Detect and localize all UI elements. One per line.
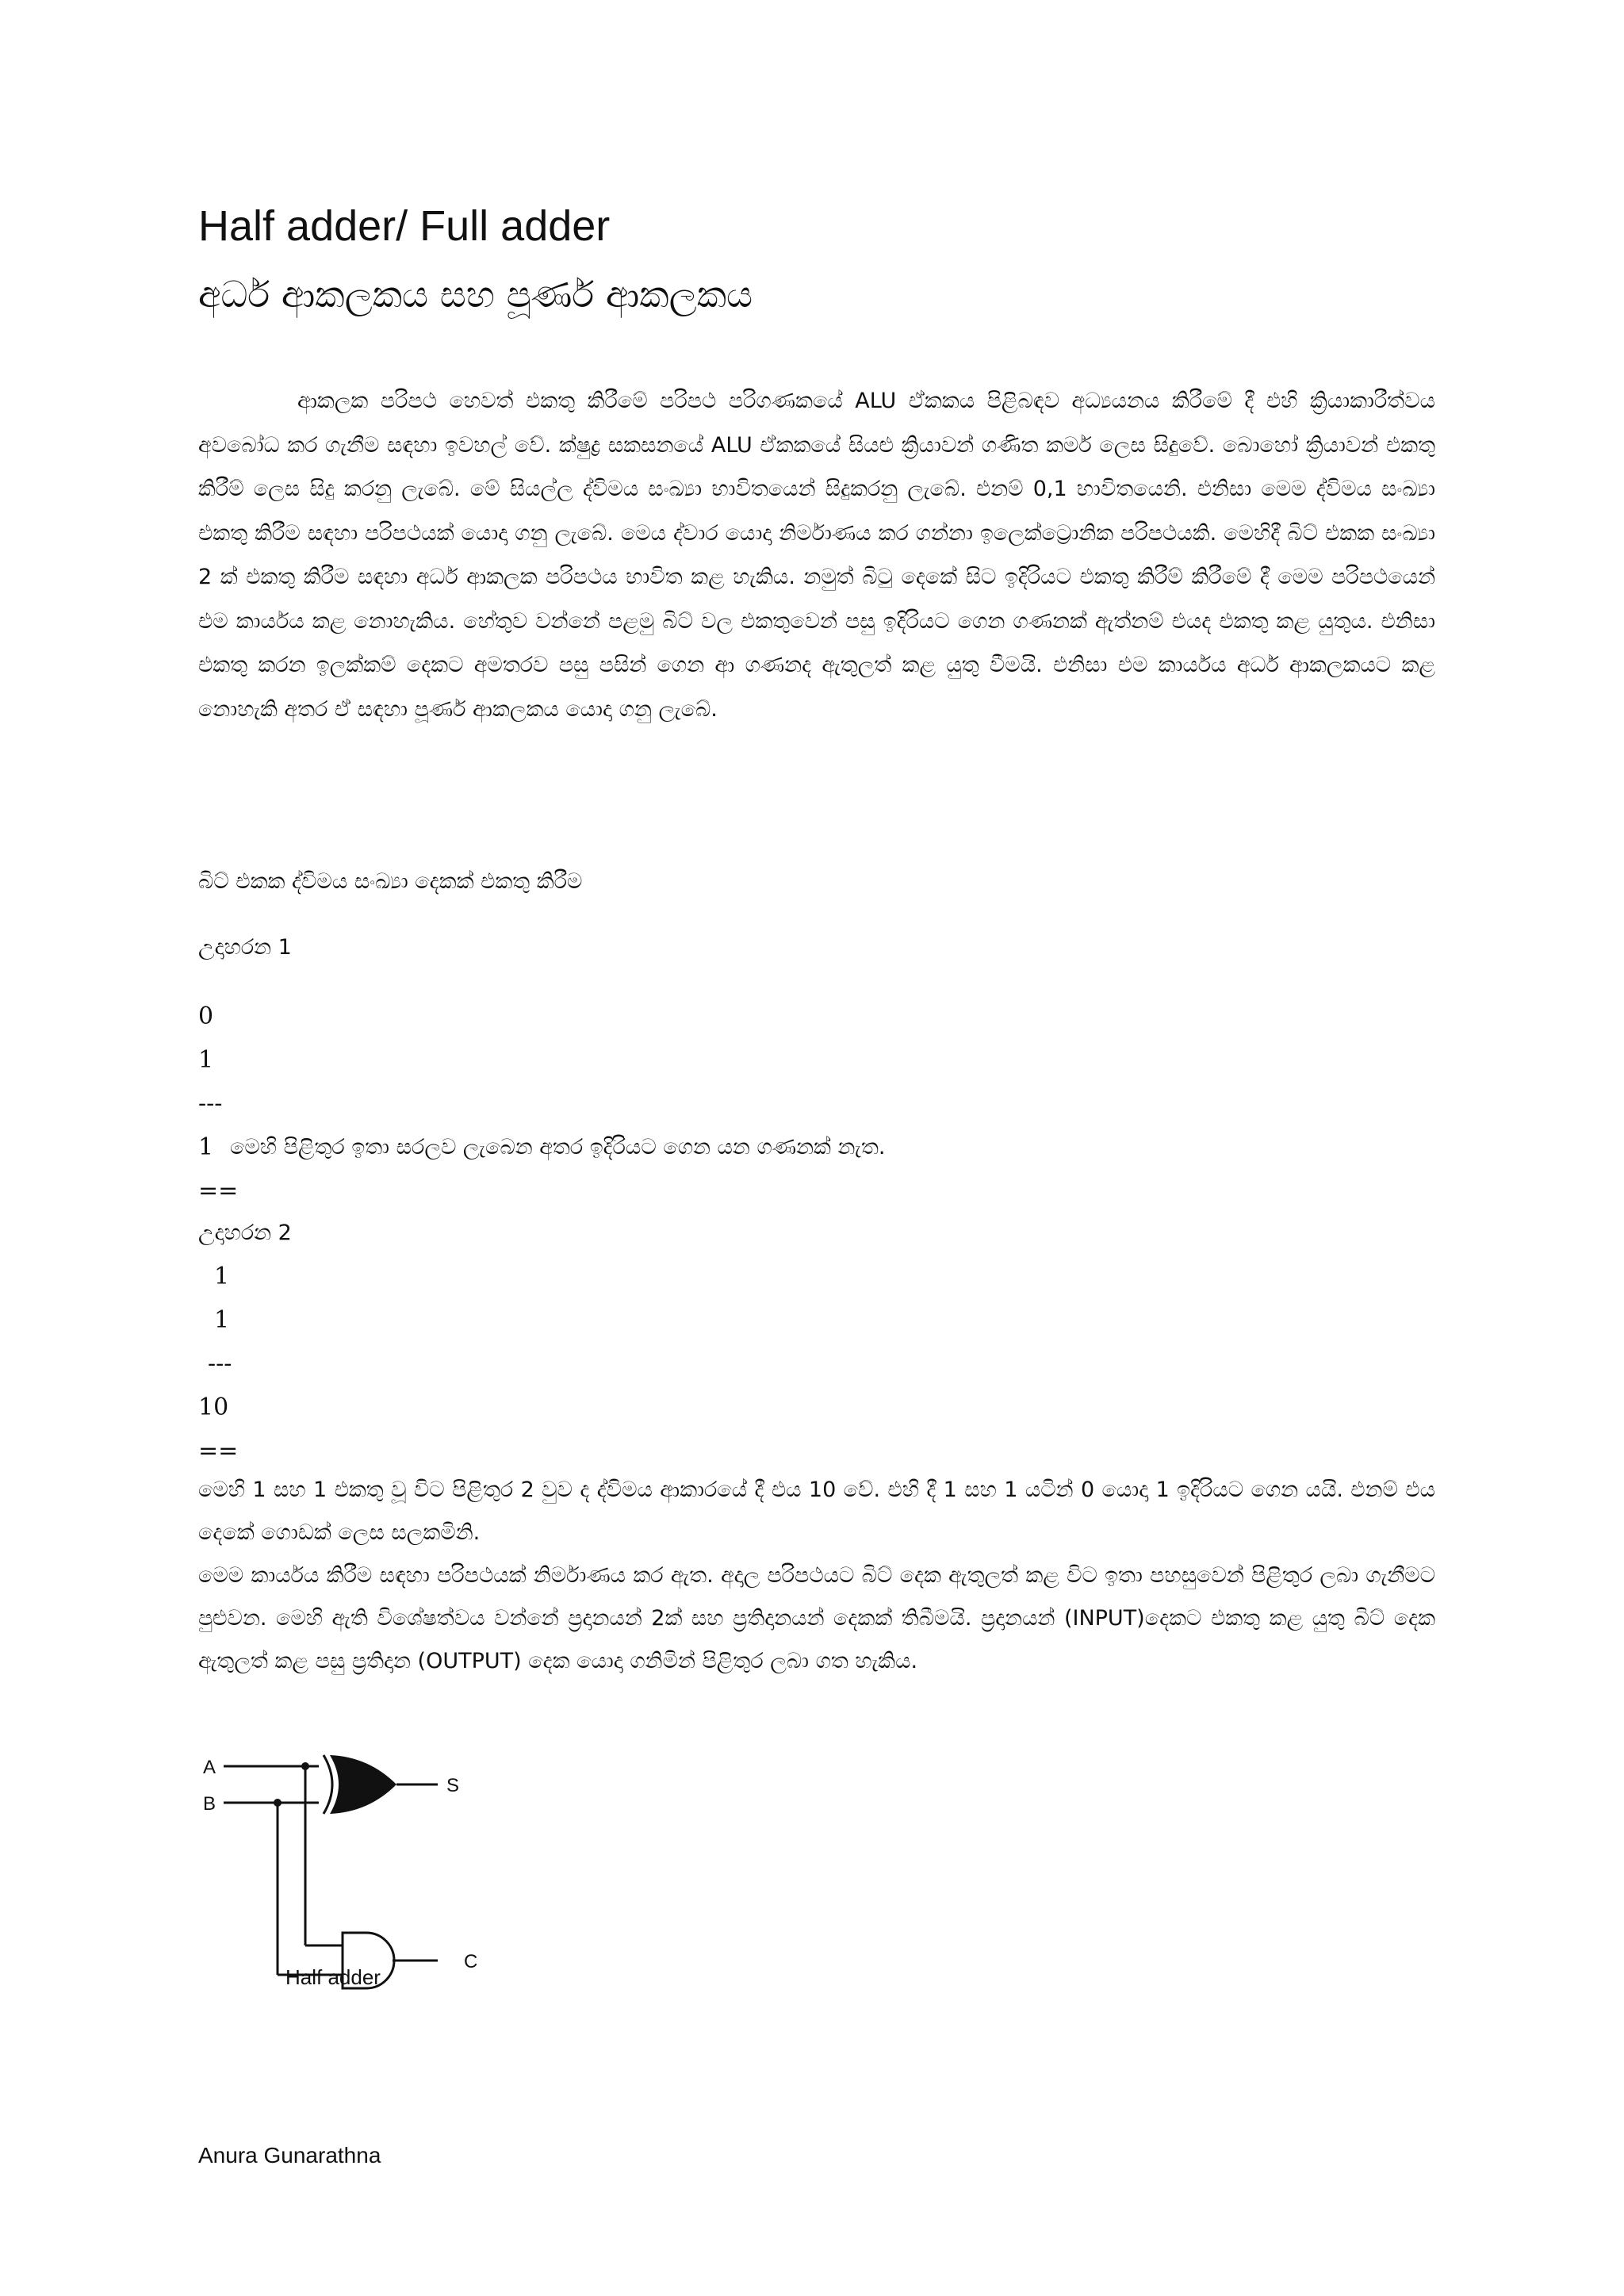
example1-label: උදාහරන 1 [198, 935, 292, 960]
example2-operand-1: 1 [214, 1263, 230, 1290]
example1-operand-1: 0 [198, 1002, 214, 1030]
example1-operand-2: 1 [198, 1046, 214, 1074]
label-output-s: S [446, 1775, 460, 1796]
label-input-b: B [203, 1793, 216, 1815]
explanation-paragraph-1: මෙහි 1 සහ 1 එකතු වූ විට පිළිතුර 2 වුව ද ද්විමය ආකාරයේ දී එය 10 වේ. එහි දී 1 සහ 1 යටින් 0 යොදා 1 ඉදිරියට ගෙන යයි. එනම් එය දෙකේ ගොඩක් ලෙස සලකමිනි. [198, 1478, 1435, 1545]
explanation-paragraph-2: මෙම කාර්යය කිරීම සඳහා පරිපථයක් නිර්මාණය කර ඇත. අදාල පරිපථයට බිට් දෙක ඇතුලත් කළ විට ඉතා පහසුවෙන් පිළිතුර ලබා ගැනීමට පුළුවන. මෙහි ඇති විශේෂත්වය වන්නේ ප්‍රදානයන් 2ක් සහ ප්‍රතිදානයන් දෙකක් තිබීමයි. ප්‍රදානයන් (INPUT)දෙකට එකතු කළ යුතු බිට් දෙක ඇතුලත් කළ පසු ප්‍රතිදාන (OUTPUT) දෙක යොදා ගනිමින් පිළිතුර ලබා ගත හැකිය. [198, 1563, 1435, 1673]
junction-b [274, 1799, 282, 1807]
example2-rule: --- [208, 1350, 232, 1378]
section-heading: බිට් එකක ද්විමය සංඛ්‍යා දෙකක් එකතු කිරීම [198, 869, 583, 894]
intro-paragraph: ආකලක පරිපථ හෙවත් එකතු කිරීමේ පරිපථ පරිගණකයේ ALU ඒකකය පිළිබඳව අධ්‍යයනය කිරීමේ දී එහි ක්‍රියාකාරීත්වය අවබෝධ කර ගැනීම සඳහා ඉවහල් වේ. ක්ෂුද්‍ර සකසනයේ ALU ඒකකයේ සියළු ක්‍රියාවන් ගණිත කර්ම ලෙස සිදුවේ. බොහෝ ක්‍රියාවන් එකතු කිරීම් ලෙස සිදු කරනු ලැබේ. මේ සියල්ල ද්විමය සංඛ්‍යා භාවිතයෙන් සිදුකරනු ලැබේ. එනම් 0,1 භාවිතයෙනි. එනිසා මෙම ද්විමය සංඛ්‍යා එකතු කිරීම සඳහා පරිපථයක් යොදා ගනු ලැබේ. මෙය ද්වාර යොදා නිර්මාණය කර ගන්නා ඉලෙක්ට්‍රොනික පරිපථයකි. මෙහිදී බිට් එකක සංඛ්‍යා 2 ක් එකතු කිරීම සඳහා අර්ධ ආකලක පරිපථය භාවිත කළ හැකිය. නමුත් බිටු දෙකේ සිට ඉදිරියට එකතු කිරීම් කිරීමේ දී මෙම පරිපථයෙන් එම කාර්යය කළ නොහැකිය. හේතුව වන්නේ පළමු බිට් වල එකතුවෙන් පසු ඉදිරියට ගෙන ගණනක් ඇත්නම් එයද එකතු කළ යුතුය. එනිසා එකතු කරන ඉලක්කම් දෙකට අමතරව පසු පසින් ගෙන ආ ගණනද ඇතුලත් කළ යුතු වීමයි. එනිසා එම කාර්යය අර්ධ ආකලකයට කළ නොහැකි අතර ඒ සඳහා පූර්ණ ආකලකය යොදා ගනු ලැබේ. [198, 389, 1435, 722]
half-adder-diagram [198, 1741, 500, 2003]
example2-label: උදාහරන 2 [198, 1221, 292, 1245]
explanation-block [198, 1469, 1435, 1683]
label-output-c: C [464, 1951, 478, 1972]
diagram-caption: Half adder [285, 1965, 381, 1989]
example2-result: 10 [198, 1393, 229, 1421]
junction-a [301, 1762, 309, 1770]
label-input-a: A [203, 1757, 216, 1778]
example2-operand-2: 1 [214, 1306, 230, 1334]
example2-end-rule: == [198, 1437, 239, 1465]
example1-end-rule: == [198, 1177, 239, 1205]
xor-gate [330, 1755, 396, 1814]
example1-note: මෙහි පිළිතුර ඉතා සරලව ලැබෙන අතර ඉදිරියට ගෙන යන ගණනක් නැත. [230, 1135, 886, 1159]
author-footer: Anura Gunarathna [198, 2143, 381, 2168]
example1-result: 1 [198, 1133, 214, 1161]
example1-rule: --- [198, 1090, 223, 1117]
xor-input-arc [324, 1755, 332, 1814]
page-title: Half adder/ Full adder [198, 202, 611, 250]
page-subtitle-sinhala: අර්ධ ආකලකය සහ පූර්ණ ආකලකය [198, 273, 753, 316]
